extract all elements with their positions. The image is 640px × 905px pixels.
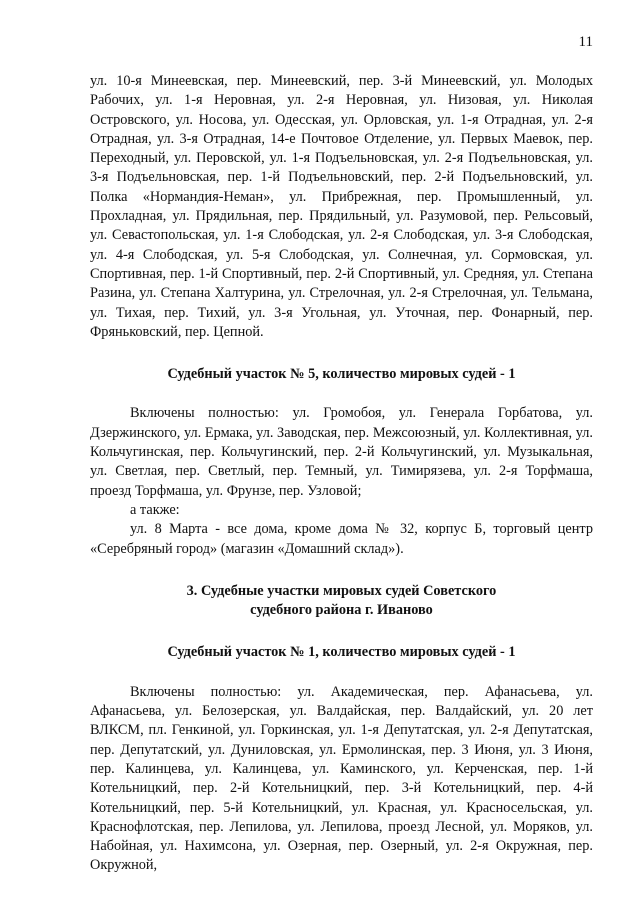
section-1-heading: Судебный участок № 1, количество мировых судей - 1: [167, 644, 516, 661]
section-5-heading: Судебный участок № 5, количество мировых судей - 1: [167, 366, 516, 383]
document-body: [90, 72, 593, 876]
chapter-3-heading-line-2: судебного района г. Иваново: [250, 602, 433, 619]
section-5-also-text: ул. 8 Марта - все дома, кроме дома № 32, корпус Б, торговый центр «Серебряный город» (магазин «Домашний склад»).: [90, 521, 593, 557]
section-5-included: Включены полностью: ул. Громобоя, ул. Генерала Горбатова, ул. Дзержинского, ул. Ермака, ул. Заводская, пер. Межсоюзный, ул. Коллективная, ул. Кольчугинская, пер. Кольчугинский, пер. 2-й Кольчугинский, ул. Музыкальная, ул. Светлая, пер. Светлый, пер. Темный, ул. Тимирязева, ул. 2-я Торфмаша, проезд Торфмаша, ул. Фрунзе, пер. Узловой;: [90, 405, 593, 499]
chapter-3-heading-line-1: 3. Судебные участки мировых судей Советского: [186, 582, 497, 599]
page-number: 11: [578, 34, 593, 50]
section-1-included: Включены полностью: ул. Академическая, пер. Афанасьева, ул. Афанасьева, ул. Белозерская, ул. Валдайская, пер. Валдайский, ул. 20 лет ВЛКСМ, пл. Генкиной, ул. Горкинская, ул. 1-я Депутатская, ул. 2-я Депутатская, пер. Депутатский, ул. Дуниловская, ул. Ермолинская, пер. 3 Июня, ул. 3 Июня, пер. Калинцева, ул. Калинцева, ул. Каминского, ул. Керченская, пер. 1-й Котельницкий, пер. 2-й Котельницкий, пер. 3-й Котельницкий, пер. 4-й Котельницкий, пер. 5-й Котельницкий, ул. Красная, ул. Красносельская, ул. Краснофлотская, пер. Лепилова, ул. Лепилова, проезд Лесной, ул. Моряков, ул. Набойная, ул. Нахимсона, ул. Озерная, пер. Озерный, ул. 2-я Окружная, пер. Окружной,: [90, 683, 593, 874]
section-5-also-label: а также:: [130, 501, 180, 518]
street-list-continued: ул. 10-я Минеевская, пер. Минеевский, пер. 3-й Минеевский, ул. Молодых Рабочих, ул. 1-я Неровная, ул. 2-я Неровная, ул. Низовая, ул. Николая Островского, ул. Носова, ул. Одесская, ул. Орловская, ул. 1-я Отрадная, ул. 2-я Отрадная, ул. 3-я Отрадная, 14-е Почтовое Отделение, ул. Первых Маевок, пер. Переходный, ул. Перовской, ул. 1-я Подъельновская, ул. 2-я Подъельновская, ул. 3-я Подъельновская, пер. 1-й Подъельновский, пер. 2-й Подъельновский, ул. Полка «Нормандия-Неман», ул. Прибрежная, пер. Промышленный, ул. Прохладная, ул. Прядильная, пер. Прядильный, ул. Разумовой, пер. Рельсовый, ул. Севастопольская, ул. 1-я Слободская, ул. 2-я Слободская, ул. 3-я Слободская, ул. 4-я Слободская, ул. 5-я Слободская, ул. Солнечная, ул. Сормовская, ул. Спортивная, пер. 1-й Спортивный, пер. 2-й Спортивный, ул. Средняя, ул. Степана Разина, ул. Степана Халтурина, ул. Стрелочная, ул. 2-я Стрелочная, ул. Тельмана, ул. Тихая, пер. Тихий, ул. 3-я Угольная, ул. Уточная, пер. Фонарный, пер. Фряньковский, пер. Цепной.: [90, 73, 593, 340]
